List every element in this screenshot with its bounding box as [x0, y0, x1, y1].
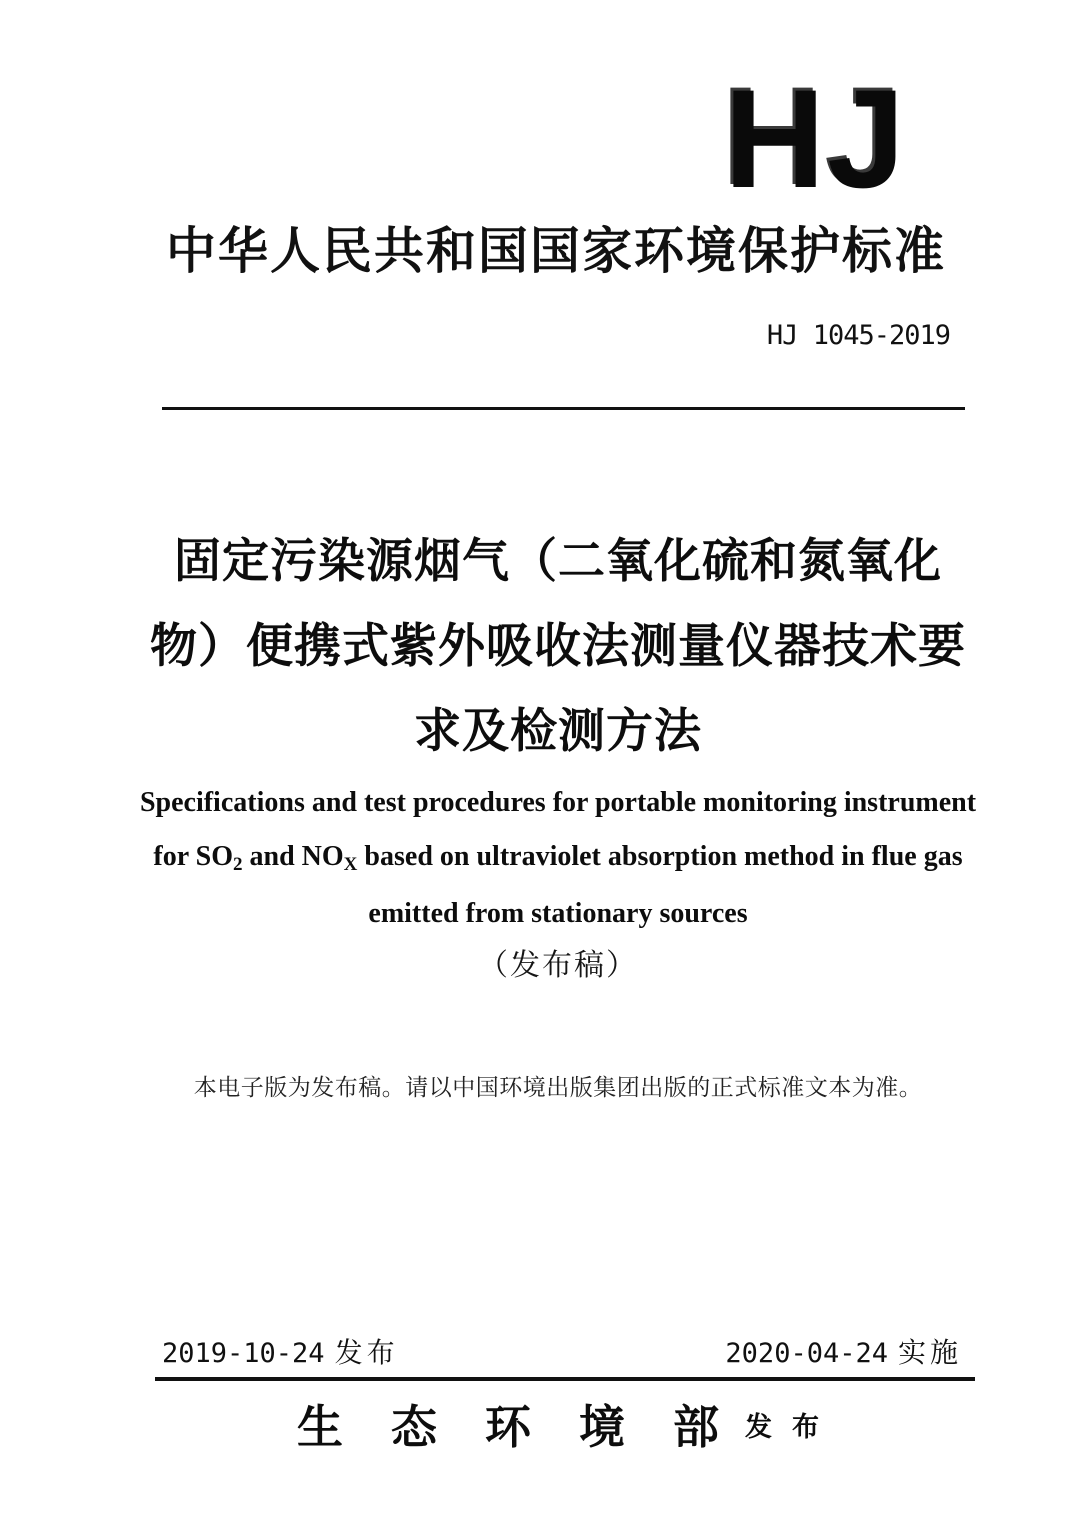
english-title-line-1: Specifications and test procedures for portable monitoring instrument [139, 787, 977, 818]
so2-subscript: 2 [233, 854, 243, 876]
english-title-line-2-mid: and NO [242, 841, 344, 872]
footer-date-row [162, 1334, 962, 1373]
issue-date-label: 发布 [334, 1337, 399, 1368]
publisher-row [18, 1392, 1080, 1456]
electronic-version-notice: 本电子版为发布稿。请以中国环境出版集团出版的正式标准文本为准。 [193, 1075, 923, 1100]
national-standard-header: 中华人民共和国国家环境保护标准 [166, 223, 946, 279]
chinese-title-line-3: 求及检测方法 [414, 704, 702, 757]
chinese-title-line-1: 固定污染源烟气（二氧化硫和氮氧化 [174, 534, 942, 587]
publisher-name: 生态环境部 [297, 1402, 767, 1453]
english-title-line-2 [18, 830, 1080, 887]
english-title-line-2-post: based on ultraviolet absorption method in flue gas [357, 841, 963, 872]
implement-date: 2020-04-24 [725, 1338, 888, 1369]
english-title [18, 776, 1080, 941]
nox-subscript: X [343, 854, 358, 876]
implement-date-label: 实施 [897, 1337, 962, 1368]
chinese-title-line-2: 物）便携式紫外吸收法测量仪器技术要 [150, 619, 966, 672]
standard-number: HJ 1045-2019 [766, 320, 950, 351]
issue-date: 2019-10-24 [162, 1338, 325, 1369]
footer-divider-line [155, 1377, 975, 1381]
header-divider-line [162, 407, 965, 410]
implement-date-group [725, 1334, 962, 1373]
chinese-title [18, 518, 1080, 773]
english-title-line-2-pre: for SO [153, 841, 233, 872]
release-draft-label: （发布稿） [478, 949, 638, 982]
english-title-line-3: emitted from stationary sources [368, 898, 748, 929]
hj-logo: HJ [724, 60, 907, 217]
issue-date-group [162, 1334, 399, 1373]
publisher-issued-label: 发布 [745, 1411, 839, 1442]
